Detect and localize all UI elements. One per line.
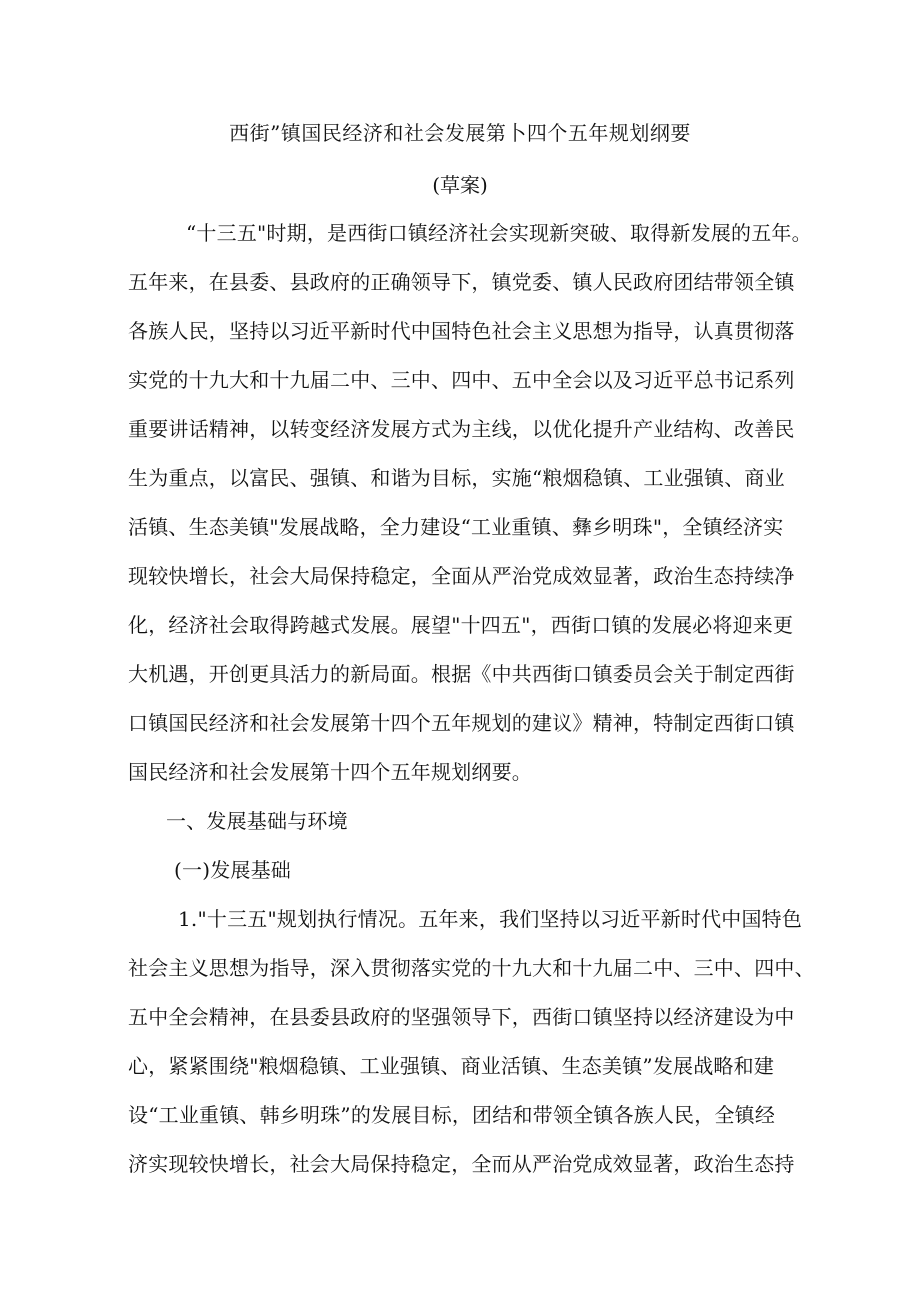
item-line: 设“工业重镇、韩乡明珠”的发展目标，团结和带领全镇各族人民，全镇经 xyxy=(128,1103,776,1127)
intro-line: 大机遇，开创更具活力的新局面。根据《中共西街口镇委员会关于制定西街 xyxy=(128,662,795,686)
item-line: 1."十三五"规划执行情况。五年来，我们坚持以习近平新时代中国特色 xyxy=(178,907,803,931)
intro-line: 各族人民，坚持以习近平新时代中国特色社会主义思想为指导，认真贯彻落 xyxy=(128,319,795,343)
intro-line: 现较快增长，社会大局保持稳定，全面从严治党成效显著，政治生态持续净 xyxy=(128,564,795,588)
intro-line: 实党的十九大和十九届二中、三中、四中、五中全会以及习近平总书记系列 xyxy=(128,368,795,392)
item-line: 心，紧紧围绕"粮烟稳镇、工业强镇、商业活镇、生态美镇”发展战略和建 xyxy=(128,1054,775,1078)
item-line: 济实现较快增长，社会大局保持稳定，全而从严治党成效显著，政治生态持 xyxy=(128,1152,795,1176)
intro-line: 活镇、生态美镇"发展战略，全力建设“工业重镇、彝乡明珠"，全镇经济实 xyxy=(128,515,784,539)
intro-line: 生为重点，以富民、强镇、和谐为目标，实施“粮烟稳镇、工业强镇、商业 xyxy=(128,466,785,490)
section-heading: 一、发展基础与环境 xyxy=(166,809,348,833)
intro-line: “十三五"时期，是西街口镇经济社会实现新突破、取得新发展的五年。 xyxy=(186,221,812,245)
intro-line: 化，经济社会取得跨越式发展。展望"十四五"，西街口镇的发展必将迎来更 xyxy=(128,613,794,637)
subsection-heading: (一)发展基础 xyxy=(174,858,292,882)
intro-line: 重要讲话精神，以转变经济发展方式为主线，以优化提升产业结构、改善民 xyxy=(128,417,795,441)
intro-line: 国民经济和社会发展第十四个五年规划纲要。 xyxy=(128,760,532,784)
intro-line: 口镇国民经济和社会发展第十四个五年规划的建议》精神，特制定西街口镇 xyxy=(128,711,795,735)
item-line: 五中全会精神，在县委县政府的坚强领导下，西街口镇坚持以经济建设为中 xyxy=(128,1005,795,1029)
document-subtitle: (草案) xyxy=(432,173,488,197)
item-line: 社会主义思想为指导，深入贯彻落实党的十九大和十九届二中、三中、四中、 xyxy=(128,956,815,980)
document-title: 西街”镇国民经济和社会发展第卜四个五年规划纲要 xyxy=(229,121,691,145)
intro-line: 五年来，在县委、县政府的正确领导下，镇党委、镇人民政府团结带领全镇 xyxy=(128,270,795,294)
